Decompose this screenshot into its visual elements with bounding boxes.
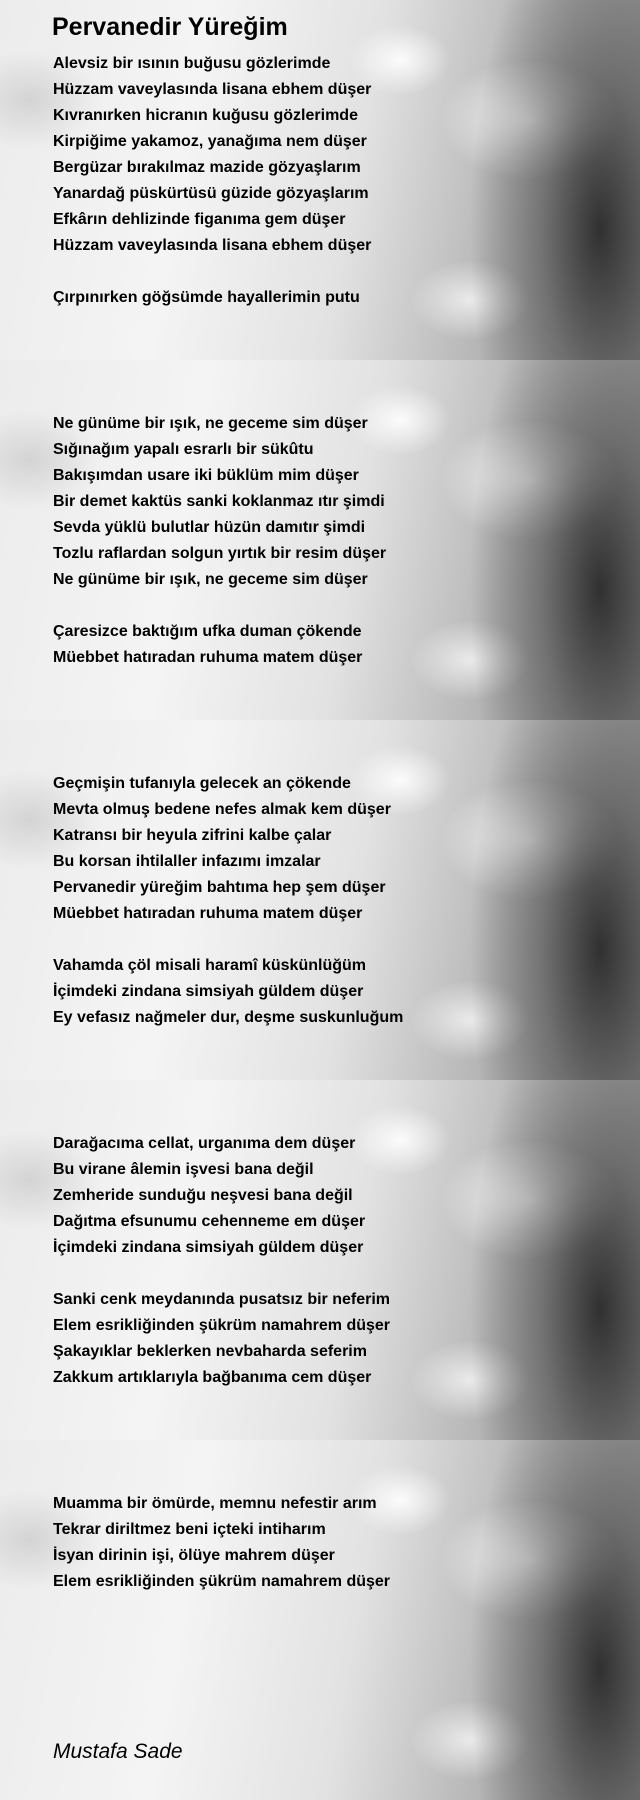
poem-title: Pervanedir Yüreğim <box>52 13 288 41</box>
author-name: Mustafa Sade <box>53 1740 183 1763</box>
stanza <box>53 1491 390 1595</box>
poem-line: Alevsiz bir ısının buğusu gözlerimde <box>53 55 331 72</box>
poem-line: Ne günüme bir ışık, ne geceme sim düşer <box>53 571 368 588</box>
poem-line: İsyan dirinin işi, ölüye mahrem düşer <box>53 1547 335 1564</box>
stanza <box>53 285 360 311</box>
poem-line: Hüzzam vaveylasında lisana ebhem düşer <box>53 81 372 98</box>
poem-line: Hüzzam vaveylasında lisana ebhem düşer <box>53 237 372 254</box>
poem-line: Bakışımdan usare iki büklüm mim düşer <box>53 467 359 484</box>
poem-line: Çaresizce baktığım ufka duman çökende <box>53 623 362 640</box>
poem-line: İçimdeki zindana simsiyah güldem düşer <box>53 1239 364 1256</box>
poem-line: İçimdeki zindana simsiyah güldem düşer <box>53 983 364 1000</box>
poem-line: Sanki cenk meydanında pusatsız bir neferim <box>53 1291 390 1308</box>
poem-line: Darağacıma cellat, urganıma dem düşer <box>53 1135 356 1152</box>
poem-line: Sevda yüklü bulutlar hüzün damıtır şimdi <box>53 519 366 536</box>
poem-line: Tozlu raflardan solgun yırtık bir resim düşer <box>53 545 387 562</box>
stanza <box>53 411 386 593</box>
poem-line: Ey vefasız nağmeler dur, deşme suskunluğum <box>53 1009 404 1026</box>
poem-line: Dağıtma efsunumu cehenneme em düşer <box>53 1213 366 1230</box>
poem-line: Bu virane âlemin işvesi bana değil <box>53 1161 314 1178</box>
poem-panel-3 <box>0 720 640 1080</box>
stanza <box>53 953 403 1031</box>
poem-line: Bu korsan ihtilaller infazımı imzalar <box>53 853 321 870</box>
poem-panel-2 <box>0 360 640 720</box>
poem-line: Muamma bir ömürde, memnu nefestir arım <box>53 1495 377 1512</box>
poem-panel-4 <box>0 1080 640 1440</box>
stanza <box>53 771 391 927</box>
poem-line: Şakayıklar beklerken nevbaharda seferim <box>53 1343 367 1360</box>
poem-line: Pervanedir yüreğim bahtıma hep şem düşer <box>53 879 386 896</box>
poem-line: Kıvranırken hicranın kuğusu gözlerimde <box>53 107 358 124</box>
poem-line: Zakkum artıklarıyla bağbanıma cem düşer <box>53 1369 372 1386</box>
stanza <box>53 619 362 671</box>
stanza <box>53 1131 365 1261</box>
poem-line: Geçmişin tufanıyla gelecek an çökende <box>53 775 351 792</box>
poem-line: Vahamda çöl misali haramî küskünlüğüm <box>53 957 366 974</box>
poem-line: Efkârın dehlizinde figanıma gem düşer <box>53 211 346 228</box>
poem-line: Ne günüme bir ışık, ne geceme sim düşer <box>53 415 368 432</box>
poem-line: Tekrar diriltmez beni içteki intiharım <box>53 1521 326 1538</box>
poem-line: Sığınağım yapalı esrarlı bir sükûtu <box>53 441 314 458</box>
poem-line: Müebbet hatıradan ruhuma matem düşer <box>53 649 363 666</box>
poem-line: Katransı bir heyula zifrini kalbe çalar <box>53 827 332 844</box>
stanza <box>53 51 371 259</box>
poem-line: Zemheride sunduğu neşvesi bana değil <box>53 1187 353 1204</box>
poem-line: Çırpınırken göğsümde hayallerimin putu <box>53 289 360 306</box>
poem-line: Elem esrikliğinden şükrüm namahrem düşer <box>53 1317 391 1334</box>
poem-line: Elem esrikliğinden şükrüm namahrem düşer <box>53 1573 391 1590</box>
poem-panel-1 <box>0 0 640 360</box>
poem-panel-5 <box>0 1440 640 1800</box>
stanza <box>53 1287 390 1391</box>
poem-line: Kirpiğime yakamoz, yanağıma nem düşer <box>53 133 367 150</box>
poem-line: Mevta olmuş bedene nefes almak kem düşer <box>53 801 391 818</box>
poem-line: Bergüzar bırakılmaz mazide gözyaşlarım <box>53 159 361 176</box>
poem-line: Bir demet kaktüs sanki koklanmaz ıtır şimdi <box>53 493 385 510</box>
poem-line: Yanardağ püskürtüsü güzide gözyaşlarım <box>53 185 369 202</box>
poem-line: Müebbet hatıradan ruhuma matem düşer <box>53 905 363 922</box>
